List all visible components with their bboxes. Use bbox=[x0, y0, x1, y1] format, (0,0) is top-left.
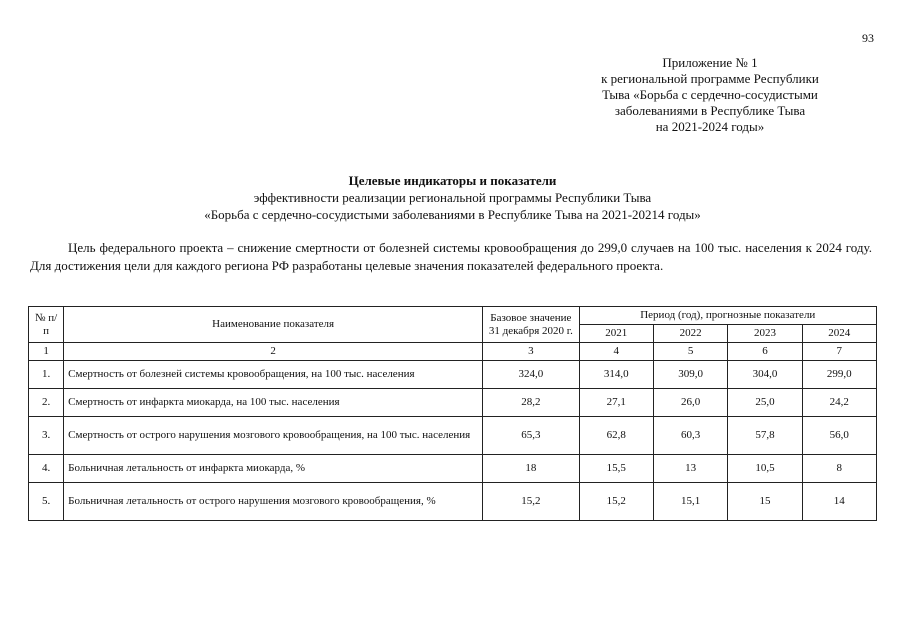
header-year: 2022 bbox=[653, 325, 727, 343]
row-value: 60,3 bbox=[653, 417, 727, 455]
row-value: 15,5 bbox=[579, 455, 653, 483]
row-base: 28,2 bbox=[483, 389, 579, 417]
column-number: 4 bbox=[579, 343, 653, 361]
intro-paragraph: Цель федерального проекта – снижение смертности от болезней системы кровообращения до 299,0 случаев на 100 тыс. населения к 2024 году. Для достижения цели для каждого региона РФ разработаны целевые значения показателей федерального проекта. bbox=[30, 240, 872, 273]
row-value: 13 bbox=[653, 455, 727, 483]
row-value: 25,0 bbox=[728, 389, 802, 417]
indicators-table bbox=[28, 306, 877, 521]
row-name: Смертность от инфаркта миокарда, на 100 тыс. населения bbox=[64, 389, 483, 417]
header-year: 2021 bbox=[579, 325, 653, 343]
row-value: 26,0 bbox=[653, 389, 727, 417]
table-row bbox=[29, 455, 877, 483]
annex-line: к региональной программе Республики bbox=[601, 71, 819, 86]
document-subtitle: «Борьба с сердечно-сосудистыми заболеваниями в Республике Тыва на 2021-20214 годы» bbox=[204, 207, 701, 222]
row-value: 304,0 bbox=[728, 361, 802, 389]
table-row bbox=[29, 483, 877, 521]
row-value: 8 bbox=[802, 455, 876, 483]
row-value: 62,8 bbox=[579, 417, 653, 455]
annex-line: Тыва «Борьба с сердечно-сосудистыми bbox=[602, 87, 818, 102]
row-name: Больничная летальность от инфаркта миокарда, % bbox=[64, 455, 483, 483]
annex-line: на 2021-2024 годы» bbox=[655, 119, 765, 134]
row-base: 15,2 bbox=[483, 483, 579, 521]
row-value: 57,8 bbox=[728, 417, 802, 455]
row-name: Смертность от острого нарушения мозгового кровообращения, на 100 тыс. населения bbox=[64, 417, 483, 455]
header-no: № п/п bbox=[29, 307, 64, 343]
row-base: 65,3 bbox=[483, 417, 579, 455]
annex-line: Приложение № 1 bbox=[662, 55, 758, 70]
row-no: 2. bbox=[29, 389, 64, 417]
row-value: 14 bbox=[802, 483, 876, 521]
table-row bbox=[29, 389, 877, 417]
row-value: 27,1 bbox=[579, 389, 653, 417]
column-number: 6 bbox=[728, 343, 802, 361]
column-number: 3 bbox=[483, 343, 579, 361]
table-header-row bbox=[29, 307, 877, 325]
table-row bbox=[29, 417, 877, 455]
annex-block bbox=[560, 55, 860, 135]
row-base: 18 bbox=[483, 455, 579, 483]
page-number: 93 bbox=[862, 31, 874, 45]
header-period: Период (год), прогнозные показатели bbox=[579, 307, 876, 325]
row-value: 299,0 bbox=[802, 361, 876, 389]
annex-line: заболеваниями в Республике Тыва bbox=[614, 103, 806, 118]
row-value: 15,1 bbox=[653, 483, 727, 521]
header-base: Базовое значение 31 декабря 2020 г. bbox=[483, 307, 579, 343]
row-value: 56,0 bbox=[802, 417, 876, 455]
row-value: 10,5 bbox=[728, 455, 802, 483]
row-no: 4. bbox=[29, 455, 64, 483]
row-no: 1. bbox=[29, 361, 64, 389]
row-no: 3. bbox=[29, 417, 64, 455]
row-value: 15 bbox=[728, 483, 802, 521]
column-number: 7 bbox=[802, 343, 876, 361]
header-name: Наименование показателя bbox=[64, 307, 483, 343]
column-number: 5 bbox=[653, 343, 727, 361]
row-value: 314,0 bbox=[579, 361, 653, 389]
document-title: Целевые индикаторы и показатели bbox=[348, 173, 557, 188]
row-name: Смертность от болезней системы кровообращения, на 100 тыс. населения bbox=[64, 361, 483, 389]
column-number-row bbox=[29, 343, 877, 361]
row-name: Больничная летальность от острого нарушения мозгового кровообращения, % bbox=[64, 483, 483, 521]
column-number: 1 bbox=[29, 343, 64, 361]
row-base: 324,0 bbox=[483, 361, 579, 389]
heading-block bbox=[0, 172, 905, 223]
row-value: 15,2 bbox=[579, 483, 653, 521]
header-year: 2024 bbox=[802, 325, 876, 343]
header-year: 2023 bbox=[728, 325, 802, 343]
row-no: 5. bbox=[29, 483, 64, 521]
row-value: 24,2 bbox=[802, 389, 876, 417]
table-row bbox=[29, 361, 877, 389]
row-value: 309,0 bbox=[653, 361, 727, 389]
column-number: 2 bbox=[64, 343, 483, 361]
document-subtitle: эффективности реализации региональной программы Республики Тыва bbox=[253, 190, 652, 205]
